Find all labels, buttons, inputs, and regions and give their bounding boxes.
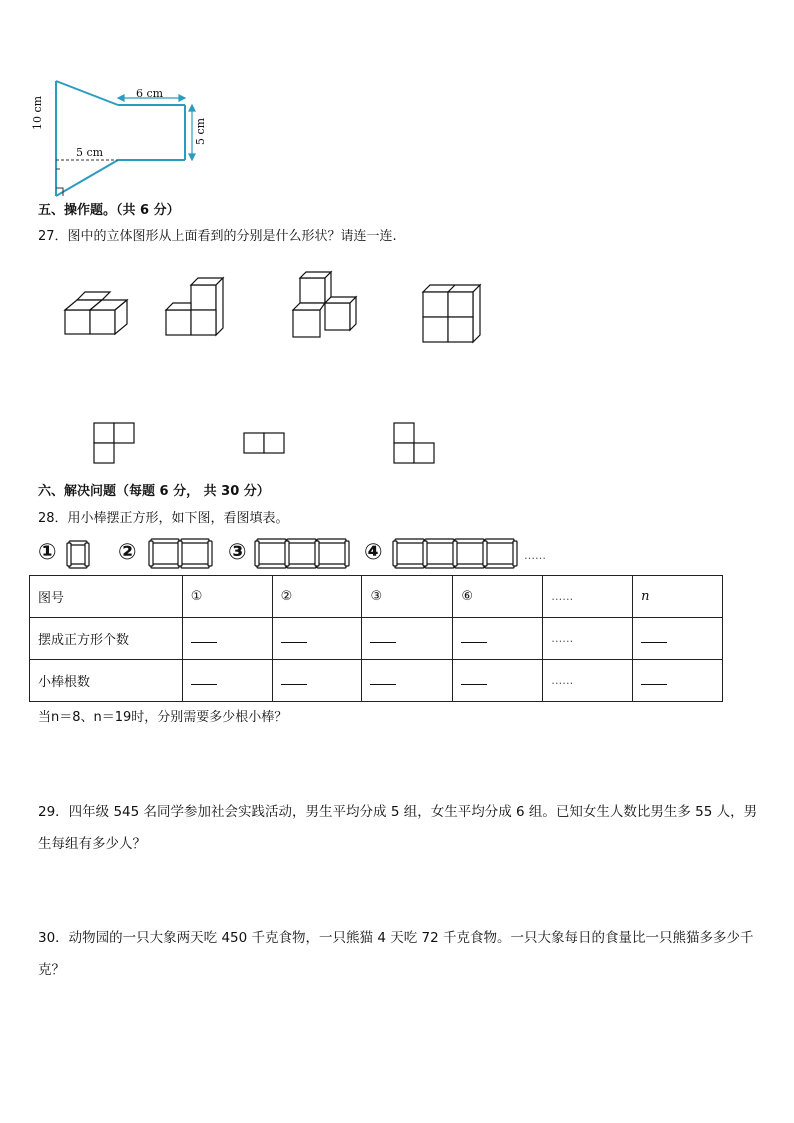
table-header-cell: 图号 (30, 576, 183, 618)
table-ellipsis: …… (543, 660, 633, 702)
label-6cm: 6 cm (136, 87, 164, 100)
top-view-shape-1 (93, 422, 138, 467)
table-header-cell: ⑥ (453, 576, 543, 618)
answer-blank[interactable] (362, 618, 453, 660)
table-row (30, 660, 723, 702)
q29-line1: 29．四年级 545 名同学参加社会实践活动，男生平均分成 5 组，女生平均分成 6 组。已知女生人数比男生多 55 人，男 (38, 804, 758, 820)
stick-figure-4 (392, 538, 522, 570)
answer-blank[interactable] (362, 660, 453, 702)
q30-line2: 克？ (38, 962, 65, 978)
stick-label-2: ② (118, 540, 137, 565)
q27-text: 27．图中的立体图形从上面看到的分别是什么形状？请连一连. (38, 229, 397, 244)
stick-figure-2 (148, 538, 218, 570)
row-label-squares: 摆成正方形个数 (30, 618, 183, 660)
q28-text: 28．用小棒摆正方形，如下图，看图填表。 (38, 511, 289, 526)
table-ellipsis: …… (543, 618, 633, 660)
label-5cm-inner: 5 cm (76, 146, 104, 159)
answer-blank[interactable] (633, 618, 723, 660)
answer-blank[interactable] (182, 618, 272, 660)
label-5cm-right: 5 cm (194, 117, 207, 145)
table-header-cell: ② (272, 576, 362, 618)
q29-line2: 生每组有多少人？ (38, 836, 146, 852)
section5-heading: 五、操作题。（共 6 分） (38, 203, 180, 218)
table-header-cell: …… (543, 576, 633, 618)
top-view-shape-2 (243, 432, 288, 457)
answer-blank[interactable] (272, 660, 362, 702)
table-row (30, 618, 723, 660)
cube-figure-4 (420, 282, 490, 347)
stick-label-3: ③ (228, 540, 247, 565)
section6-heading: 六、解决问题（每题 6 分， 共 30 分） (38, 484, 270, 499)
answer-blank[interactable] (182, 660, 272, 702)
answer-blank[interactable] (272, 618, 362, 660)
stick-figure-3 (254, 538, 354, 570)
stick-label-4: ④ (364, 540, 383, 565)
q30-line1: 30．动物园的一只大象两天吃 450 千克食物，一只熊猫 4 天吃 72 千克食物。一只大象每日的食量比一只熊猫多多少千 (38, 930, 754, 946)
row-label-sticks: 小棒根数 (30, 660, 183, 702)
table-header-cell: n (633, 576, 723, 618)
q28-followup: 当n＝8、n＝19时，分别需要多少根小棒？ (38, 710, 288, 725)
cube-figure-2 (163, 275, 233, 345)
stick-label-1: ① (38, 540, 57, 565)
answer-blank[interactable] (633, 660, 723, 702)
label-10cm: 10 cm (31, 95, 44, 130)
top-view-shape-3 (393, 422, 438, 467)
table-header-row (30, 576, 723, 618)
cube-figure-3 (290, 270, 360, 340)
stick-ellipsis: …… (524, 549, 546, 562)
table-header-cell: ③ (362, 576, 453, 618)
q28-table (29, 575, 723, 702)
cube-figure-1 (62, 290, 132, 340)
table-header-cell: ① (182, 576, 272, 618)
stick-figure-1 (66, 540, 92, 570)
answer-blank[interactable] (453, 660, 543, 702)
answer-blank[interactable] (453, 618, 543, 660)
